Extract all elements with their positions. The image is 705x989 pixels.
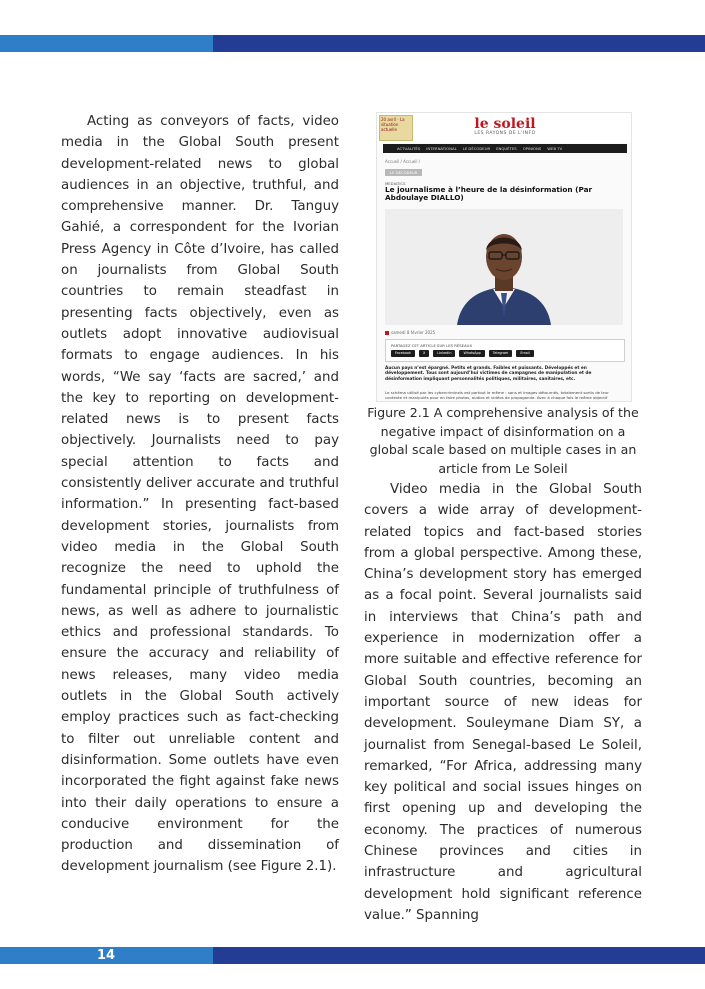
- article-lead: Aucun pays n’est épargné. Petits et grands. Faibles et puissants. Développés et en développement. Tous sont aujourd’hui victimes de campagnes de manipulation et de désinformation impliquant personnalités politiques, militaires, sanitaires, etc.: [385, 366, 592, 382]
- article-breadcrumb: Accueil / Accueil /: [385, 159, 421, 164]
- share-box-title: PARTAGEZ CET ARTICLE SUR LES RÉSEAUX: [391, 343, 473, 348]
- le-soleil-logo: le soleil: [474, 116, 536, 132]
- author-portrait-photo: [385, 209, 623, 325]
- nav-item-webtv: WEB TV: [547, 146, 563, 151]
- nav-item-actualites: ACTUALITÉS: [397, 146, 421, 151]
- share-buttons: [391, 350, 534, 357]
- right-column: [364, 479, 642, 926]
- bottom-decorative-bar: [0, 947, 705, 964]
- newspaper-cover-thumbnail: 20 avril · La situation actuelle: [379, 115, 413, 141]
- share-x-button: X: [419, 350, 429, 357]
- nav-item-enquetes: ENQUÊTES: [496, 146, 517, 151]
- share-facebook-button: Facebook: [391, 350, 415, 357]
- left-column-paragraph: Acting as conveyors of facts, video media in the Global South present development-related news to global audiences in an objective, truthful, and comprehensive manner. Dr. Tanguy Gahié, a correspondent for the Ivorian Press Agency in Côte d’Ivoire, has called on journalists from Global South countries to remain steadfast in presenting facts objectively, even as outlets adopt innovative audiovisual formats to engage audiences. In his words, “We say ‘facts are sacred,’ and the key to reporting on development-related news is to present facts objectively. Journalists need to pay special attention to facts and consistently deliver accurate and truthful information.” In presenting fact-based development stories, journalists from video media in the Global South recognize the need to uphold the fundamental principle of truthfulness of news, as well as adhere to journalistic ethics and professional standards. To ensure the accuracy and reliability of news releases, many video media outlets in the Global South actively employ practices such as fact-checking to filter out unreliable content and disinformation. Some outlets have even incorporated the fight against fake news into their daily operations to ensure a conducive environment for the production and dissemination of development journalism (see Figure 2.1).: [61, 114, 339, 875]
- nav-item-international: INTERNATIONAL: [426, 146, 457, 151]
- portrait-illustration: [385, 209, 623, 325]
- nav-item-opinions: OPINIONS: [522, 146, 542, 151]
- article-date: samedi 8 février 2025: [385, 330, 435, 335]
- left-column: [61, 111, 339, 878]
- figure-2-1-screenshot: [376, 112, 632, 402]
- share-telegram-button: Telegram: [489, 350, 513, 357]
- bottom-bar-dark-segment: [213, 947, 705, 964]
- figure-caption: Figure 2.1 A comprehensive analysis of the negative impact of disinformation on a global scale based on multiple cases in an article from Le Soleil: [367, 405, 639, 476]
- article-headline: Le journalisme à l’heure de la désinformation (Par Abdoulaye DIALLO): [385, 185, 593, 202]
- share-linkedin-button: LinkedIn: [433, 350, 455, 357]
- article-body: Le schéma utilisé par les cybercriminels est partout le même : sons et images détournés, totalement sortis de leur contexte et manipulés pour en faire photos, audios et vidéos de propagande. Avec à chaque fois le même objectif: [385, 390, 609, 400]
- top-bar-light-segment: [0, 35, 213, 52]
- newspaper-header: [377, 113, 632, 143]
- share-whatsapp-button: WhatsApp: [459, 350, 484, 357]
- nav-item-decodeur: LE DÉCODEUR: [462, 146, 491, 151]
- article-rubric-badge: LE DÉCODEUR: [385, 169, 422, 176]
- article-kicker: MEDIATICS: [385, 181, 406, 186]
- logo-tagline: LES RAYONS DE L'INFO: [474, 131, 536, 136]
- share-box: [385, 339, 625, 362]
- top-decorative-bar: [0, 35, 705, 52]
- share-email-button: Email: [516, 350, 533, 357]
- page-number: 14: [97, 948, 116, 963]
- newspaper-nav-bar: [383, 144, 627, 153]
- right-column-paragraph: Video media in the Global South covers a wide array of development-related topics and fact-based stories from a global perspective. Among these, China’s development story has emerged as a focal point. Several journalists said in interviews that China’s path and experience in modernization offer a more suitable and effective reference for Global South countries, becoming an important source of new ideas for development. Souleymane Diam SY, a journalist from Senegal-based Le Soleil, remarked, “For Africa, addressing many key political and social issues hinges on first opening up and developing the economy. The practices of numerous Chinese provinces and cities in infrastructure and agricultural development hold significant reference value.” Spanning: [364, 482, 642, 923]
- top-bar-dark-segment: [213, 35, 705, 52]
